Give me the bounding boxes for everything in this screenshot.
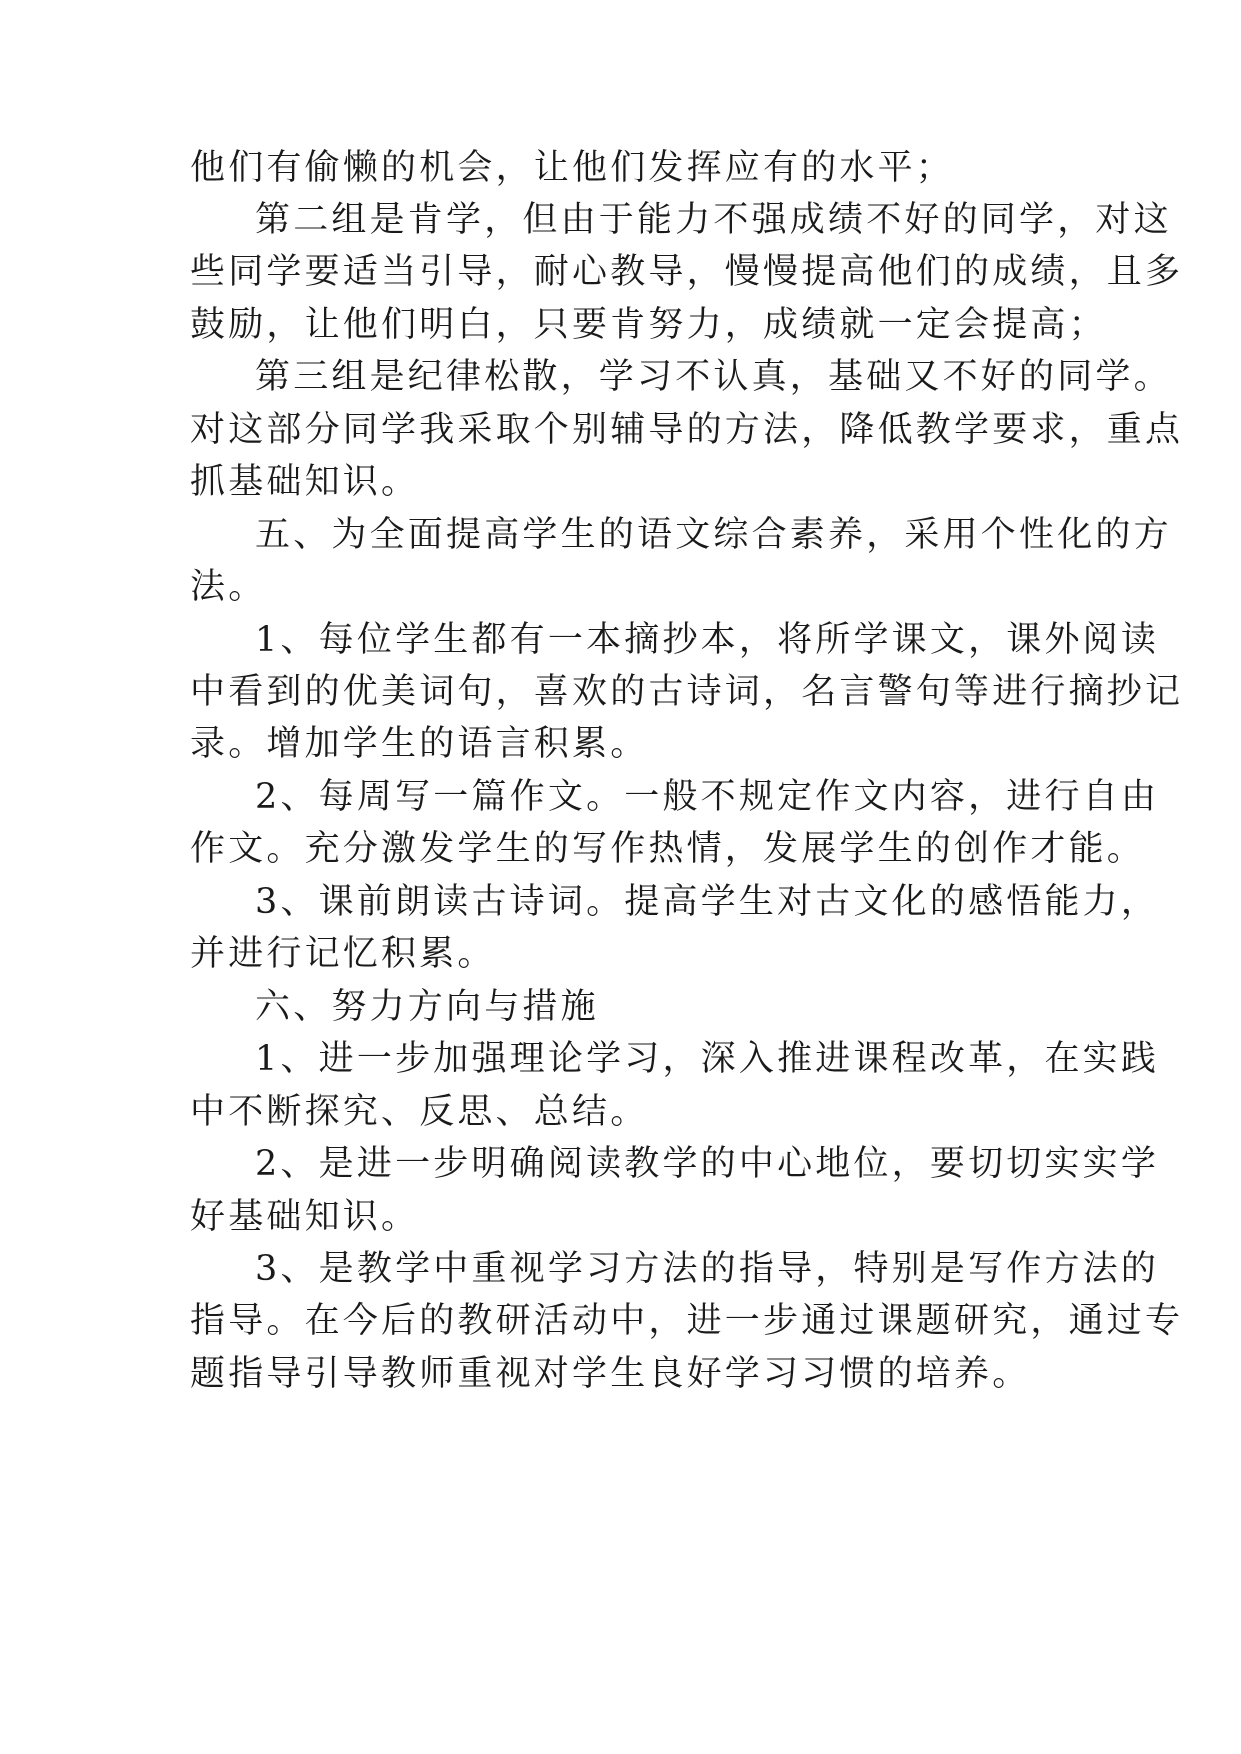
- section-heading-5: 五、为全面提高学生的语文综合素养，采用个性化的方: [255, 515, 1172, 555]
- text-line: 指导。在今后的教研活动中，进一步通过课题研究，通过专: [190, 1301, 1184, 1341]
- text-line: 中看到的优美词句，喜欢的古诗词，名言警句等进行摘抄记: [190, 672, 1184, 712]
- section-heading-6: 六、努力方向与措施: [255, 987, 599, 1027]
- paragraph-first-line: 第二组是肯学，但由于能力不强成绩不好的同学，对这: [255, 200, 1172, 240]
- text-line: 录。增加学生的语言积累。: [190, 724, 649, 764]
- text-line: 对这部分同学我采取个别辅导的方法，降低教学要求，重点: [190, 410, 1184, 450]
- text-line: 中不断探究、反思、总结。: [190, 1092, 649, 1132]
- paragraph-first-line: 2、是进一步明确阅读教学的中心地位，要切切实实学: [255, 1144, 1160, 1184]
- text-line: 好基础知识。: [190, 1197, 420, 1237]
- text-line: 法。: [190, 567, 267, 607]
- text-line: 些同学要适当引导，耐心教导，慢慢提高他们的成绩，且多: [190, 252, 1184, 292]
- paragraph-first-line: 第三组是纪律松散，学习不认真，基础又不好的同学。: [255, 357, 1172, 397]
- paragraph-first-line: 3、课前朗读古诗词。提高学生对古文化的感悟能力，: [255, 882, 1160, 922]
- text-line: 作文。充分激发学生的写作热情，发展学生的创作才能。: [190, 829, 1146, 869]
- paragraph-first-line: 1、每位学生都有一本摘抄本，将所学课文，课外阅读: [255, 620, 1160, 660]
- text-line: 并进行记忆积累。: [190, 934, 496, 974]
- text-line: 鼓励，让他们明白，只要肯努力，成绩就一定会提高；: [190, 305, 1107, 345]
- text-line: 题指导引导教师重视对学生良好学习习惯的培养。: [190, 1354, 1031, 1394]
- paragraph-first-line: 1、进一步加强理论学习，深入推进课程改革，在实践: [255, 1039, 1160, 1079]
- text-line: 他们有偷懒的机会，让他们发挥应有的水平；: [190, 148, 955, 188]
- paragraph-first-line: 3、是教学中重视学习方法的指导，特别是写作方法的: [255, 1249, 1160, 1289]
- text-line: 抓基础知识。: [190, 462, 420, 502]
- paragraph-first-line: 2、每周写一篇作文。一般不规定作文内容，进行自由: [255, 777, 1160, 817]
